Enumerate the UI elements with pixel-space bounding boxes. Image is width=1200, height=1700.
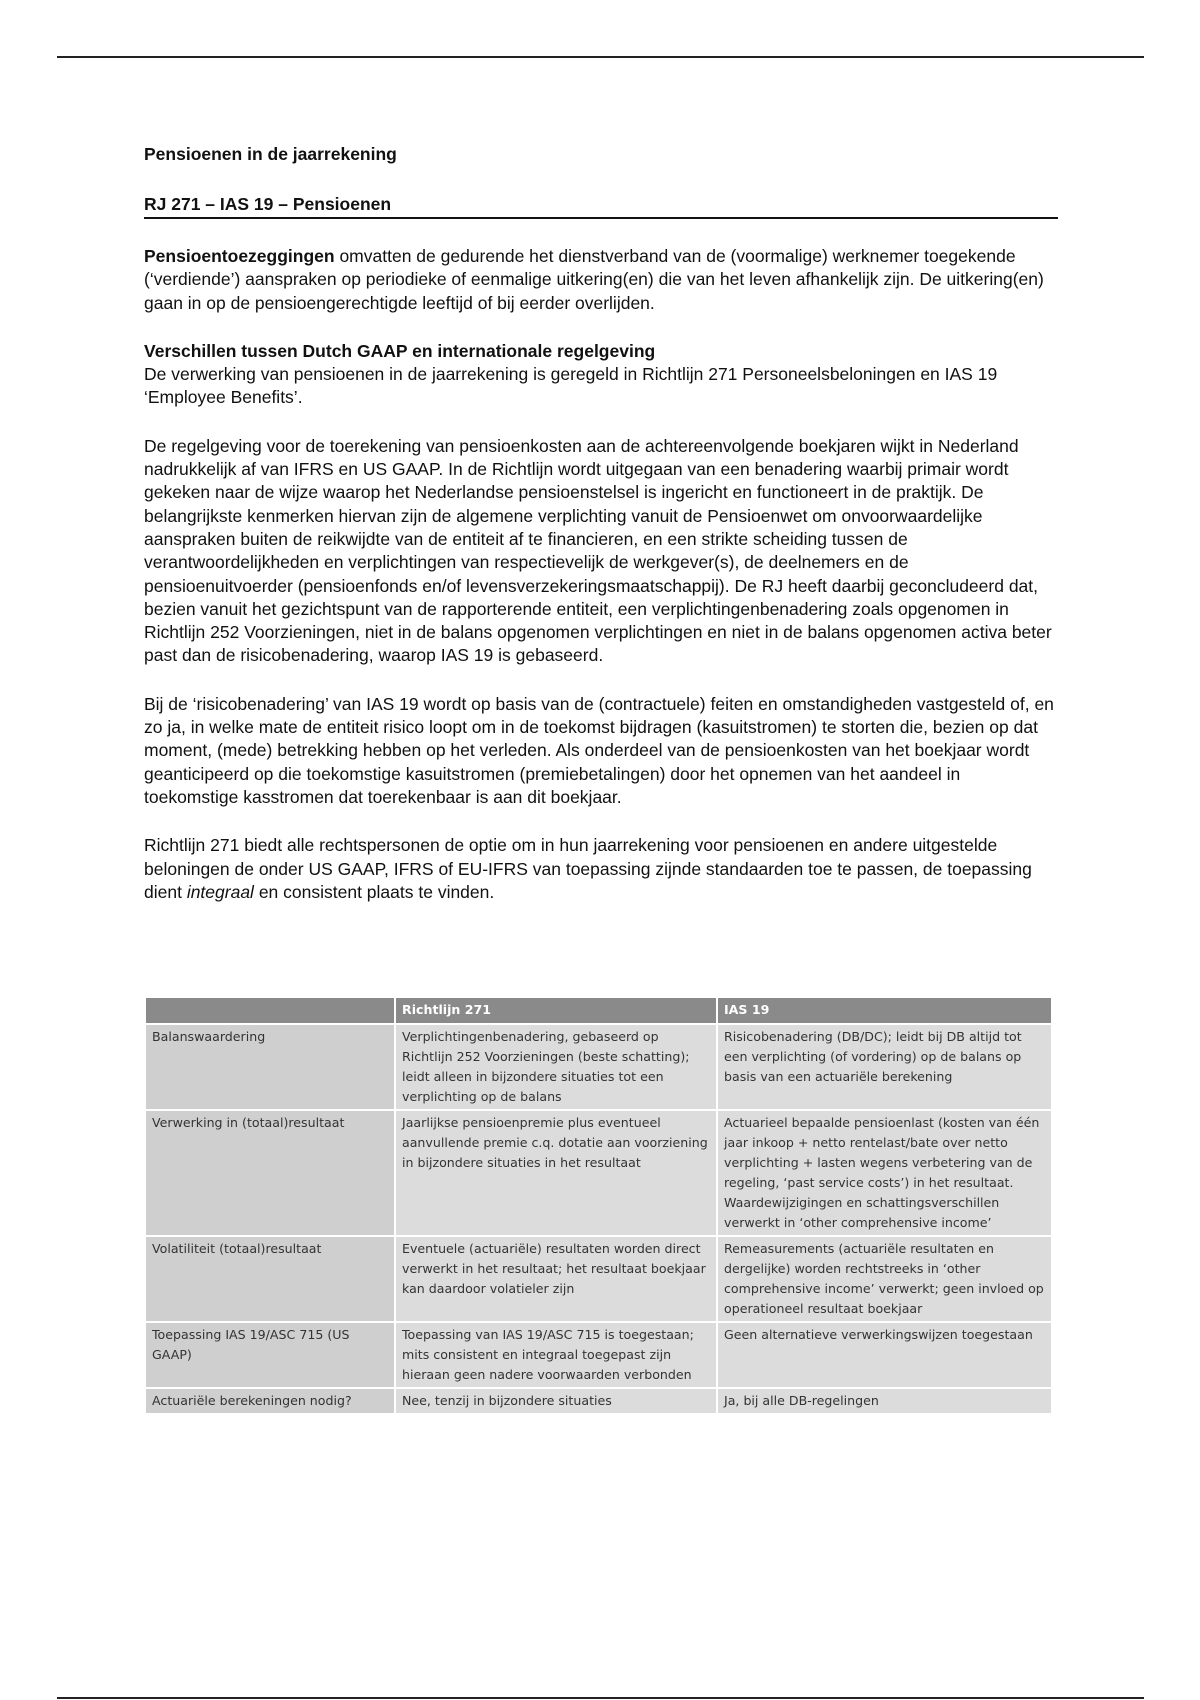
differences-heading: Verschillen tussen Dutch GAAP en internationale regelgeving	[144, 340, 656, 361]
intro-text: omvatten de gedurende het dienstverband van de (voormalige) werknemer toegekende (‘verdiende’) aanspraken op periodieke of eenmalige uitkering(en) die van het leven afhankelijk zijn. De uitkering(en) gaan in op de pensioengerechtigde leeftijd of bij eerder overlijden.	[144, 246, 1044, 313]
header-ias-19: IAS 19	[717, 997, 1052, 1024]
cell-ias19-extra: Waardewijzigingen en schattingsverschillen verwerkt in ‘other comprehensive income’	[724, 1195, 1000, 1230]
table-header-row	[145, 997, 1052, 1024]
cell-ias19: Remeasurements (actuariële resultaten en dergelijke) worden rechtstreeks in ‘other comprehensive income’ verwerkt; geen invloed op operationeel resultaat boekjaar	[717, 1236, 1052, 1322]
option-text-after: en consistent plaats te vinden.	[253, 881, 495, 902]
cell-rj271: Eventuele (actuariële) resultaten worden direct verwerkt in het resultaat; het resultaat boekjaar kan daardoor volatieler zijn	[395, 1236, 717, 1322]
table-row	[145, 1024, 1052, 1110]
differences-paragraph: De verwerking van pensioenen in de jaarrekening is geregeld in Richtlijn 271 Personeelsbeloningen en IAS 19 ‘Employee Benefits’.	[144, 364, 998, 408]
row-label: Volatiliteit (totaal)resultaat	[145, 1236, 395, 1322]
table-row	[145, 1236, 1052, 1322]
page-footer-rule	[57, 1697, 1144, 1699]
header-empty	[145, 997, 395, 1024]
cell-ias19	[717, 1110, 1052, 1236]
cell-ias19: Geen alternatieve verwerkingswijzen toegestaan	[717, 1322, 1052, 1388]
table-row	[145, 1388, 1052, 1414]
section-heading: RJ 271 – IAS 19 – Pensioenen	[144, 192, 1058, 219]
cell-rj271: Verplichtingenbenadering, gebaseerd op Richtlijn 252 Voorzieningen (beste schatting); leidt alleen in bijzondere situaties tot een verplichting op de balans	[395, 1024, 717, 1110]
option-emphasis: integraal	[186, 881, 254, 902]
table-row	[145, 1110, 1052, 1236]
option-text-before: Richtlijn 271 biedt alle rechtspersonen de optie om in hun jaarrekening voor pensioenen en andere uitgestelde beloningen de onder US GAAP, IFRS of EU-IFRS van toepassing zijnde standaarden toe te passen, de toepassing dient	[144, 835, 1032, 902]
cell-rj271: Jaarlijkse pensioenpremie plus eventueel aanvullende premie c.q. dotatie aan voorziening in bijzondere situaties in het resultaat	[395, 1110, 717, 1236]
option-paragraph	[144, 834, 1058, 904]
comparison-table	[144, 996, 1053, 1415]
cell-rj271: Toepassing van IAS 19/ASC 715 is toegestaan; mits consistent en integraal toegepast zijn hieraan geen nadere voorwaarden verbonden	[395, 1322, 717, 1388]
intro-paragraph	[144, 245, 1058, 315]
cell-ias19: Risicobenadering (DB/DC); leidt bij DB altijd tot een verplichting (of vordering) op de balans op basis van een actuariële berekening	[717, 1024, 1052, 1110]
document-title: Pensioenen in de jaarrekening	[144, 144, 397, 164]
row-label: Balanswaardering	[145, 1024, 395, 1110]
cell-rj271: Nee, tenzij in bijzondere situaties	[395, 1388, 717, 1414]
table-row	[145, 1322, 1052, 1388]
header-richtlijn-271: Richtlijn 271	[395, 997, 717, 1024]
regulation-paragraph: De regelgeving voor de toerekening van pensioenkosten aan de achtereenvolgende boekjaren wijkt in Nederland nadrukkelijk af van IFRS en US GAAP. In de Richtlijn wordt uitgegaan van een benadering waarbij primair wordt gekeken naar de wijze waarop het Nederlandse pensioenstelsel is ingericht en functioneert in de praktijk. De belangrijkste kenmerken hiervan zijn de algemene verplichting vanuit de Pensioenwet om onvoorwaardelijke aanspraken buiten de reikwijdte van de entiteit af te financieren, en een strikte scheiding tussen de verantwoordelijkheden en verplichtingen van respectievelijk de werkgever(s), de deelnemers en de pensioenuitvoerder (pensioenfonds en/of levensverzekeringsmaatschappij). De RJ heeft daarbij geconcludeerd dat, bezien vanuit het gezichtspunt van de rapporterende entiteit, een verplichtingenbenadering zoals opgenomen in Richtlijn 252 Voorzieningen, niet in de balans opgenomen verplichtingen en niet in de balans opgenomen activa beter past dan de risicobenadering, waarop IAS 19 is gebaseerd.	[144, 435, 1052, 666]
row-label: Toepassing IAS 19/ASC 715 (US GAAP)	[145, 1322, 395, 1388]
cell-ias19-main: Actuarieel bepaalde pensioenlast (kosten van één jaar inkoop + netto rentelast/bate over netto verplichting + lasten wegens verbetering van de regeling, ‘past service costs’) in het resultaat.	[724, 1115, 1040, 1190]
document-body	[144, 142, 1058, 904]
intro-term: Pensioentoezeggingen	[144, 246, 335, 266]
row-label: Actuariële berekeningen nodig?	[145, 1388, 395, 1414]
row-label: Verwerking in (totaal)resultaat	[145, 1110, 395, 1236]
page-header-rule	[57, 56, 1144, 58]
cell-ias19: Ja, bij alle DB-regelingen	[717, 1388, 1052, 1414]
risk-approach-paragraph: Bij de ‘risicobenadering’ van IAS 19 wordt op basis van de (contractuele) feiten en omstandigheden vastgesteld of, en zo ja, in welke mate de entiteit risico loopt om in de toekomst bijdragen (kasuitstromen) te storten die, bezien op dat moment, (mede) betrekking hebben op het verleden. Als onderdeel van de pensioenkosten van het boekjaar wordt geanticipeerd op die toekomstige kasuitstromen (premiebetalingen) door het opnemen van het aandeel in toekomstige kasstromen dat toerekenbaar is aan dit boekjaar.	[144, 693, 1054, 807]
